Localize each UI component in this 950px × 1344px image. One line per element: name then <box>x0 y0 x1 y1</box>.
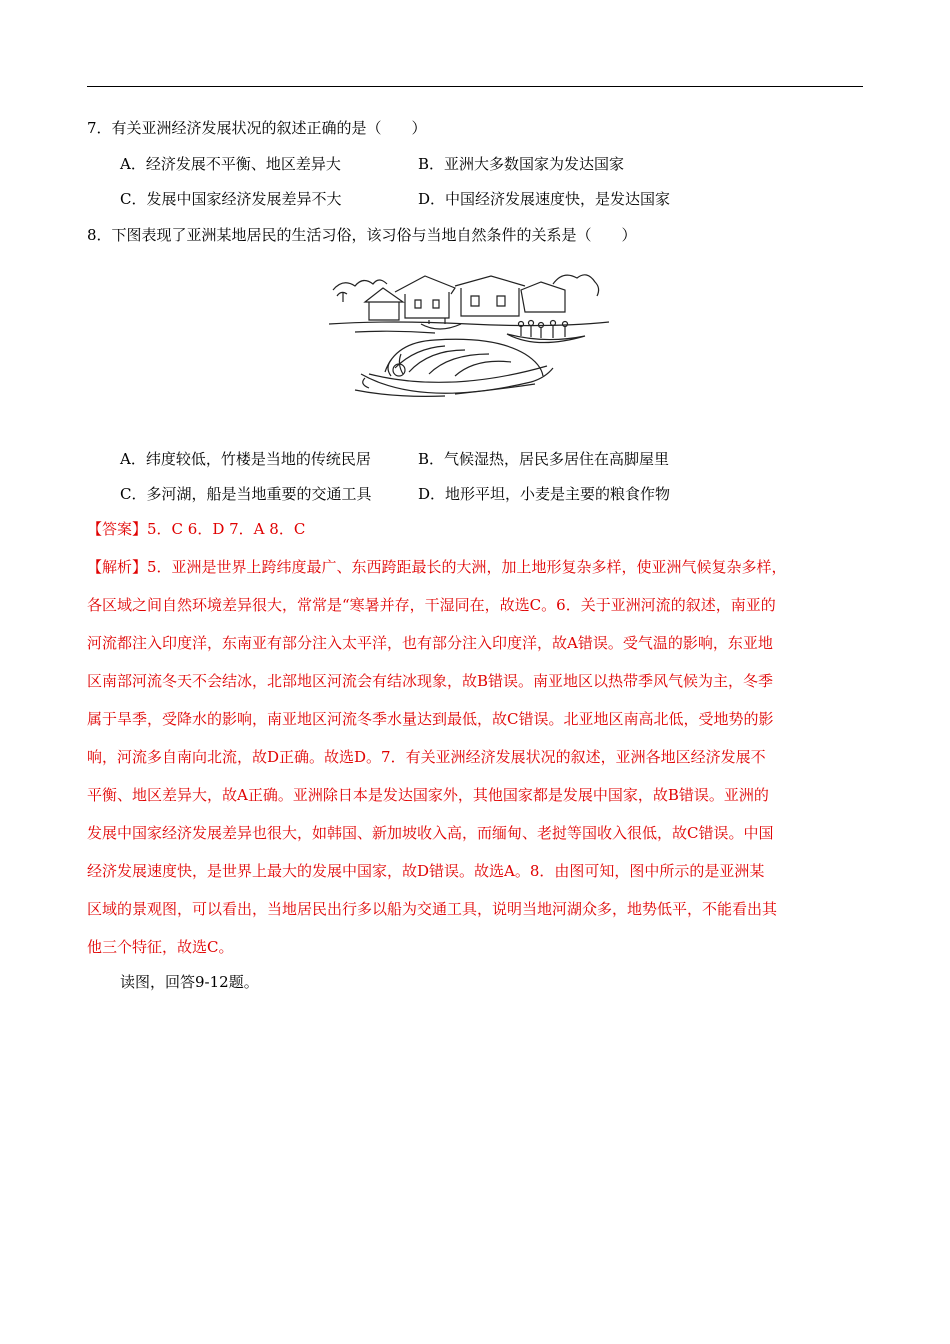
q7-option-d: D．中国经济发展速度快，是发达国家 <box>418 190 671 208</box>
q7-option-b: B．亚洲大多数国家为发达国家 <box>418 155 625 173</box>
explanation-line-7: 平衡、地区差异大，故A正确。亚洲除日本是发达国家外，其他国家都是发展中国家，故B错误。亚洲的 <box>87 786 769 804</box>
explanation-line-8: 发展中国家经济发展差异也很大，如韩国、新加坡收入高，而缅甸、老挝等国收入很低，故C错误。中国 <box>87 824 774 842</box>
explanation-line-9: 经济发展速度快，是世界上最大的发展中国家，故D错误。故选A。8．由图可知，图中所示的是亚洲某 <box>87 862 765 880</box>
section-instruction: 读图，回答9-12题。 <box>120 973 259 991</box>
explanation-line-3: 河流都注入印度洋，东南亚有部分注入太平洋，也有部分注入印度洋，故A错误。受气温的影响，东亚地 <box>87 634 773 652</box>
explanation-line-1: 【解析】5．亚洲是世界上跨纬度最广、东西跨距最长的大洲，加上地形复杂多样，使亚洲气候复杂多样， <box>87 558 787 576</box>
explanation-line-11: 他三个特征，故选C。 <box>87 938 234 956</box>
q7-stem: 7．有关亚洲经济发展状况的叙述正确的是（ ） <box>87 119 427 137</box>
q8-option-b: B．气候湿热，居民多居住在高脚屋里 <box>418 450 670 468</box>
answer-line: 【答案】5．C 6．D 7．A 8．C <box>87 520 306 538</box>
q8-stem: 8．下图表现了亚洲某地居民的生活习俗，该习俗与当地自然条件的关系是（ ） <box>87 226 637 244</box>
q8-option-c: C．多河湖，船是当地重要的交通工具 <box>120 485 372 503</box>
q7-option-a: A．经济发展不平衡、地区差异大 <box>120 155 341 173</box>
explanation-line-10: 区域的景观图，可以看出，当地居民出行多以船为交通工具，说明当地河湖众多，地势低平，不能看出其 <box>87 900 778 918</box>
explanation-line-4: 区南部河流冬天不会结冰，北部地区河流会有结冰现象，故B错误。南亚地区以热带季风气候为主，冬季 <box>87 672 774 690</box>
header-rule <box>87 86 863 87</box>
q7-option-c: C．发展中国家经济发展差异不大 <box>120 190 342 208</box>
village-boats-illustration <box>325 262 610 410</box>
explanation-line-2: 各区域之间自然环境差异很大，常常是“寒暑并存，干湿同在，故选C。6．关于亚洲河流的叙述，南亚的 <box>87 596 776 614</box>
q8-option-d: D．地形平坦，小麦是主要的粮食作物 <box>418 485 671 503</box>
q8-option-a: A．纬度较低，竹楼是当地的传统民居 <box>120 450 371 468</box>
explanation-line-5: 属于旱季，受降水的影响，南亚地区河流冬季水量达到最低，故C错误。北亚地区南高北低，受地势的影 <box>87 710 774 728</box>
explanation-line-6: 响，河流多自南向北流，故D正确。故选D。7．有关亚洲经济发展状况的叙述，亚洲各地区经济发展不 <box>87 748 766 766</box>
